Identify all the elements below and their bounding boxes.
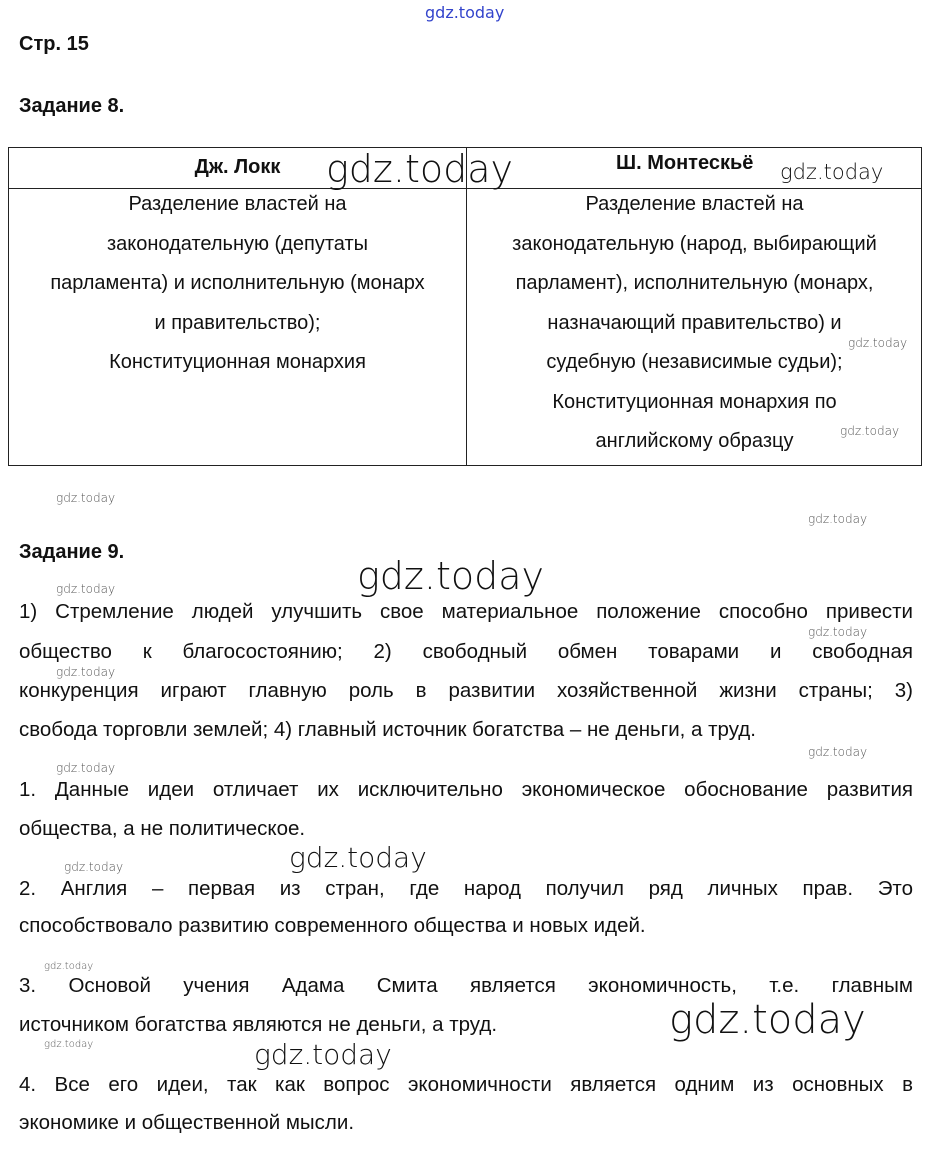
task8-title: Задание 8.: [19, 95, 125, 117]
watermark: gdz.today: [669, 997, 866, 1043]
watermark: gdz.today: [289, 841, 427, 874]
watermark: gdz.today: [56, 665, 116, 679]
comparison-table: [8, 147, 922, 466]
cell-line: и правительство);: [154, 311, 321, 334]
watermark: gdz.today: [56, 582, 116, 596]
watermark: gdz.today: [357, 554, 544, 598]
watermark: gdz.today: [64, 860, 124, 874]
watermark: gdz.today: [808, 745, 868, 759]
text-line: 3. Основой учения Адама Смита является экономичность, т.е. главным: [19, 974, 913, 997]
text-line: способствовало развитию современного общества и новых идей.: [19, 914, 646, 937]
watermark: gdz.today: [254, 1038, 392, 1071]
cell-line: назначающий правительство) и: [547, 311, 842, 334]
text-line: общества, а не политическое.: [19, 817, 306, 840]
watermark: gdz.today: [780, 160, 884, 184]
montesquieu-cell: [466, 185, 923, 462]
cell-line: законодательную (депутаты: [107, 232, 368, 255]
text-line: 1) Стремление людей улучшить свое материальное положение способно привести: [19, 600, 913, 623]
cell-line: законодательную (народ, выбирающий: [512, 232, 877, 255]
cell-line: Конституционная монархия: [109, 351, 366, 373]
text-line: 2. Англия – первая из стран, где народ получил ряд личных прав. Это: [19, 877, 913, 900]
cell-line: Конституционная монархия по: [552, 390, 837, 413]
header-locke: Дж. Локк: [194, 156, 281, 178]
watermark: gdz.today: [808, 625, 868, 639]
text-line: источником богатства являются не деньги, а труд.: [19, 1013, 498, 1036]
watermark: gdz.today: [44, 1039, 94, 1050]
cell-line: английскому образцу: [595, 430, 794, 452]
text-line: общество к благосостоянию; 2) свободный обмен товарами и свободная: [19, 640, 913, 663]
task9-title: Задание 9.: [19, 541, 125, 563]
page-label: Стр. 15: [19, 33, 89, 55]
watermark: gdz.today: [848, 336, 908, 350]
locke-cell: [9, 185, 466, 383]
text-line: экономике и общественной мысли.: [19, 1111, 355, 1134]
cell-line: Разделение властей на: [585, 193, 804, 215]
watermark: gdz.today: [840, 424, 900, 438]
text-line: 1. Данные идеи отличает их исключительно экономическое обоснование развития: [19, 778, 913, 801]
text-line: 4. Все его идеи, так как вопрос экономичности является одним из основных в: [19, 1073, 913, 1096]
header-montesquieu: Ш. Монтескьё: [616, 152, 754, 174]
cell-line: парламента) и исполнительную (монарх: [50, 272, 425, 294]
cell-line: парламент), исполнительную (монарх,: [515, 272, 874, 294]
watermark: gdz.today: [56, 761, 116, 775]
watermark-top: gdz.today: [425, 3, 505, 22]
watermark: gdz.today: [56, 491, 116, 505]
text-line: свобода торговли землей; 4) главный источник богатства – не деньги, а труд.: [19, 718, 756, 741]
watermark: gdz.today: [44, 961, 94, 972]
cell-line: судебную (независимые судьи);: [546, 351, 843, 373]
cell-line: Разделение властей на: [128, 193, 347, 215]
watermark: gdz.today: [808, 512, 868, 526]
watermark: gdz.today: [326, 147, 513, 191]
text-line: конкуренция играют главную роль в развитии хозяйственной жизни страны; 3): [19, 679, 913, 702]
